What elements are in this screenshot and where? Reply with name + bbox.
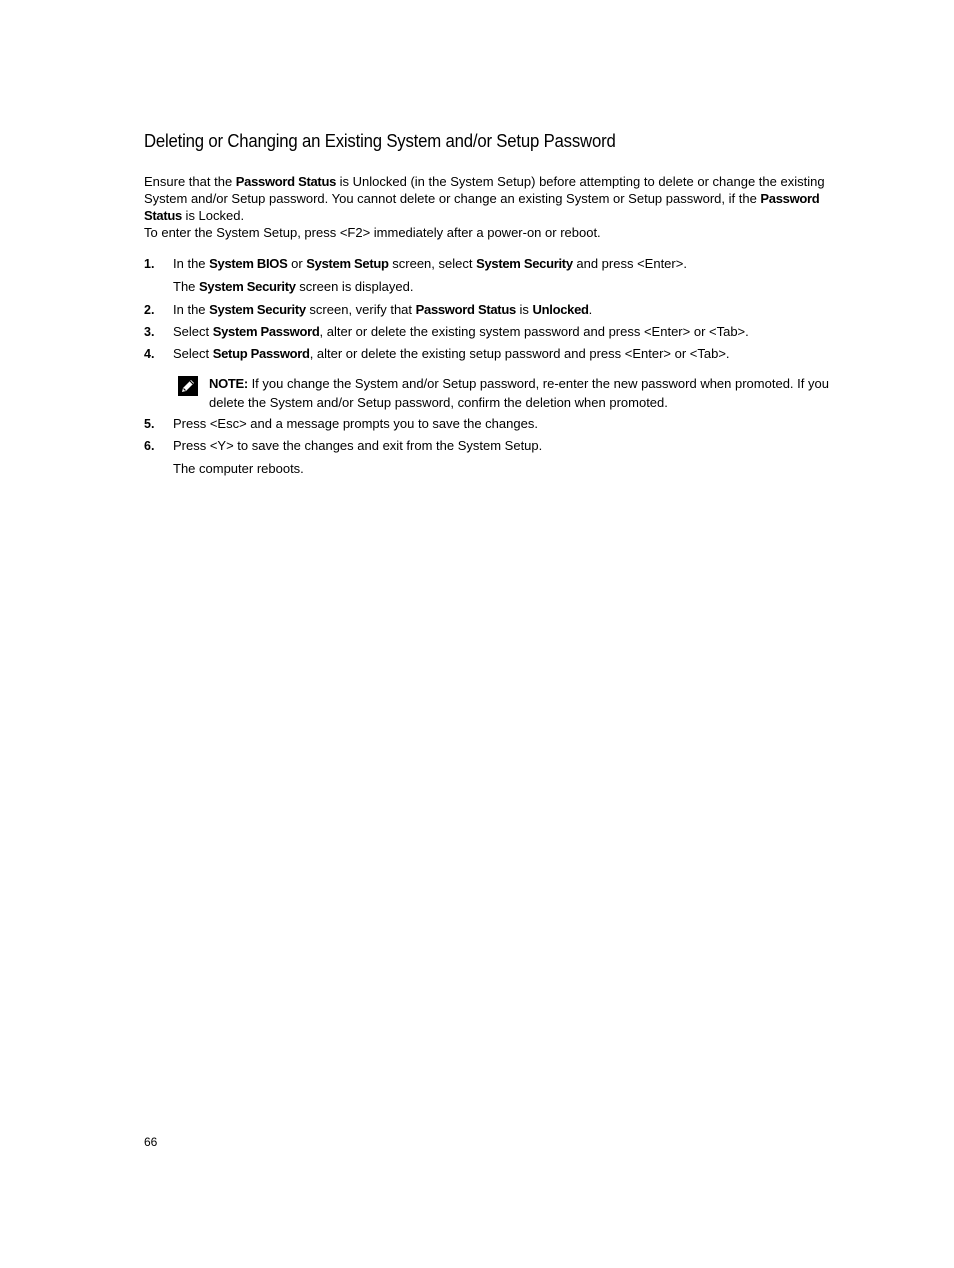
- step2-c: screen, verify that: [305, 302, 416, 317]
- step1-system-setup: System Setup: [306, 256, 389, 271]
- step-number-6: 6.: [144, 439, 155, 453]
- step-text-2: [173, 302, 592, 317]
- step3-a: Select: [173, 324, 213, 339]
- note-label: NOTE:: [209, 376, 248, 391]
- step2-a: In the: [173, 302, 210, 317]
- step3-system-password: System Password: [212, 324, 320, 339]
- step-text-6: Press <Y> to save the changes and exit from the System Setup.: [173, 438, 543, 453]
- note-text: [209, 374, 839, 412]
- page-number: 66: [144, 1135, 158, 1149]
- step-1-result: [173, 279, 413, 294]
- intro-f2-line: To enter the System Setup, press <F2> immediately after a power-on or reboot.: [144, 225, 601, 240]
- section-heading: Deleting or Changing an Existing System and/or Setup Password: [144, 131, 616, 151]
- step-number-1: 1.: [144, 257, 155, 271]
- step2-system-security: System Security: [209, 302, 306, 317]
- step-number-4: 4.: [144, 347, 155, 361]
- step2-password-status: Password Status: [415, 302, 516, 317]
- step-number-5: 5.: [144, 417, 155, 431]
- step1-system-security: System Security: [476, 256, 573, 271]
- intro-text: [144, 174, 825, 223]
- step1-sub-system-security: System Security: [199, 279, 296, 294]
- step-number-3: 3.: [144, 325, 155, 339]
- step-text-3: [173, 324, 749, 339]
- step2-e: is: [515, 302, 533, 317]
- note-body: If you change the System and/or Setup password, re-enter the new password when promoted. If you delete the System and/or Setup password, confirm the deletion when promoted.: [209, 376, 829, 410]
- step-text-5: Press <Esc> and a message prompts you to save the changes.: [173, 416, 538, 431]
- step-6-result: The computer reboots.: [173, 461, 304, 476]
- intro-bold-password-status-2: Password Status: [144, 191, 820, 223]
- step-text-4: [173, 346, 730, 361]
- step4-setup-password: Setup Password: [212, 346, 310, 361]
- note-pencil-icon: [178, 376, 198, 396]
- step1-e: screen, select: [388, 256, 477, 271]
- step-number-2: 2.: [144, 303, 155, 317]
- step2-unlocked: Unlocked: [532, 302, 589, 317]
- intro-paragraph: [144, 173, 834, 241]
- step1-c: or: [287, 256, 307, 271]
- step1-a: In the: [173, 256, 210, 271]
- intro-text-a: Ensure that the: [144, 174, 236, 189]
- step1-sub-a: The: [173, 279, 200, 294]
- step2-g: .: [588, 302, 593, 317]
- step1-system-bios: System BIOS: [209, 256, 288, 271]
- intro-text-c: is Unlocked (in the System Setup) before attempting to delete or change the existing System and/or Setup password. You cannot delete or change an existing System or Setup password, if the: [144, 174, 825, 206]
- step1-sub-c: screen is displayed.: [295, 279, 414, 294]
- step3-c: , alter or delete the existing system password and press <Enter> or <Tab>.: [319, 324, 749, 339]
- intro-bold-password-status: Password Status: [235, 174, 337, 189]
- step1-g: and press <Enter>.: [572, 256, 687, 271]
- step4-c: , alter or delete the existing setup password and press <Enter> or <Tab>.: [309, 346, 730, 361]
- step-text-1: [173, 256, 687, 271]
- intro-text-e: is Locked.: [181, 208, 245, 223]
- step4-a: Select: [173, 346, 213, 361]
